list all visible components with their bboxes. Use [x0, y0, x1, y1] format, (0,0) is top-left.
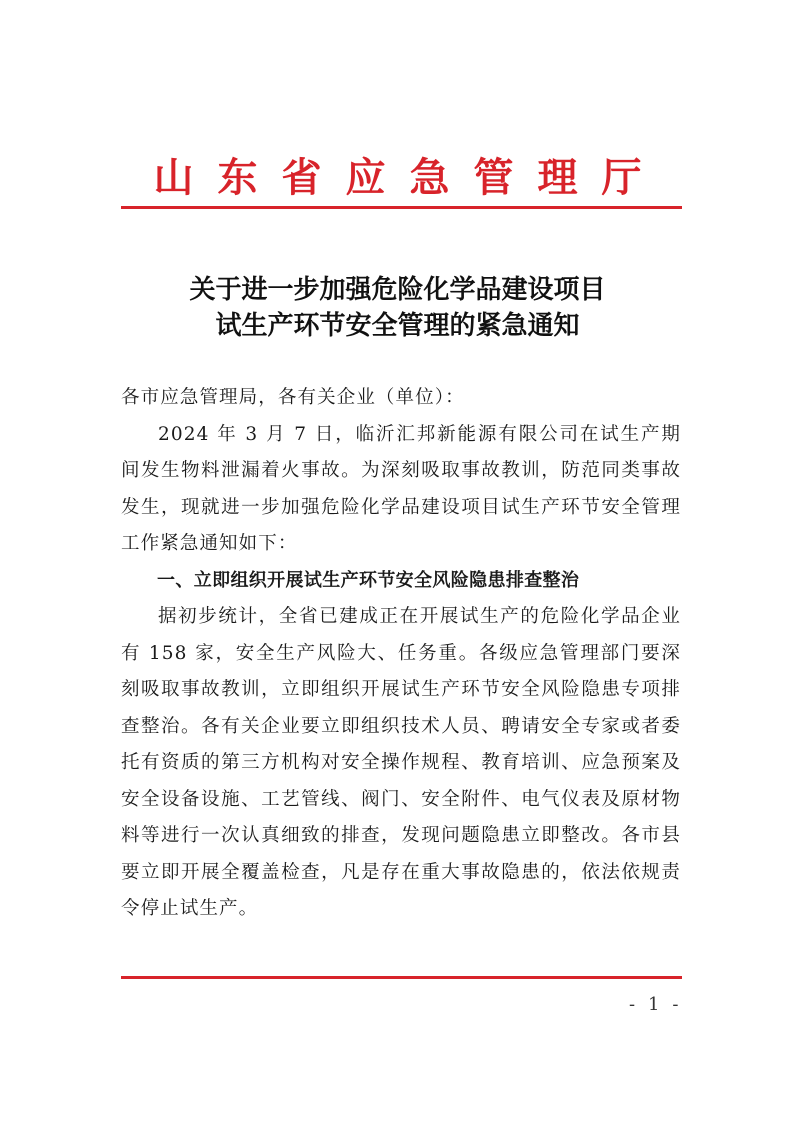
- footer-red-rule: [121, 976, 682, 979]
- document-body: [121, 380, 681, 928]
- section-1-heading: 一、立即组织开展试生产环节安全风险隐患排查整治: [157, 569, 580, 591]
- document-title-line-2: 试生产环节安全管理的紧急通知: [215, 311, 580, 341]
- letterhead-org-name: 山东省应急管理厅: [153, 154, 666, 201]
- document-title-line-1: 关于进一步加强危险化学品建设项目: [189, 275, 606, 305]
- section-1-paragraph: 据初步统计，全省已建成正在开展试生产的危险化学品企业有 158 家，安全生产风险大、任务重。各级应急管理部门要深刻吸取事故教训，立即组织开展试生产环节安全风险隐患专项排查整治。各有关企业要立即组织技术人员、聘请安全专家或者委托有资质的第三方机构对安全操作规程、教育培训、应急预案及安全设备设施、工艺管线、阀门、安全附件、电气仪表及原材物料等进行一次认真细致的排查，发现问题隐患立即整改。各市县要立即开展全覆盖检查，凡是存在重大事故隐患的，依法依规责令停止试生产。: [121, 606, 681, 919]
- letterhead-red-rule: [121, 206, 682, 209]
- document-title: [0, 272, 795, 344]
- intro-paragraph: 2024 年 3 月 7 日，临沂汇邦新能源有限公司在试生产期间发生物料泄漏着火事故。为深刻吸取事故教训，防范同类事故发生，现就进一步加强危险化学品建设项目试生产环节安全管理工作紧急通知如下：: [121, 423, 681, 554]
- salutation: 各市应急管理局，各有关企业（单位）：: [121, 387, 465, 408]
- page-number: - 1 -: [628, 994, 682, 1015]
